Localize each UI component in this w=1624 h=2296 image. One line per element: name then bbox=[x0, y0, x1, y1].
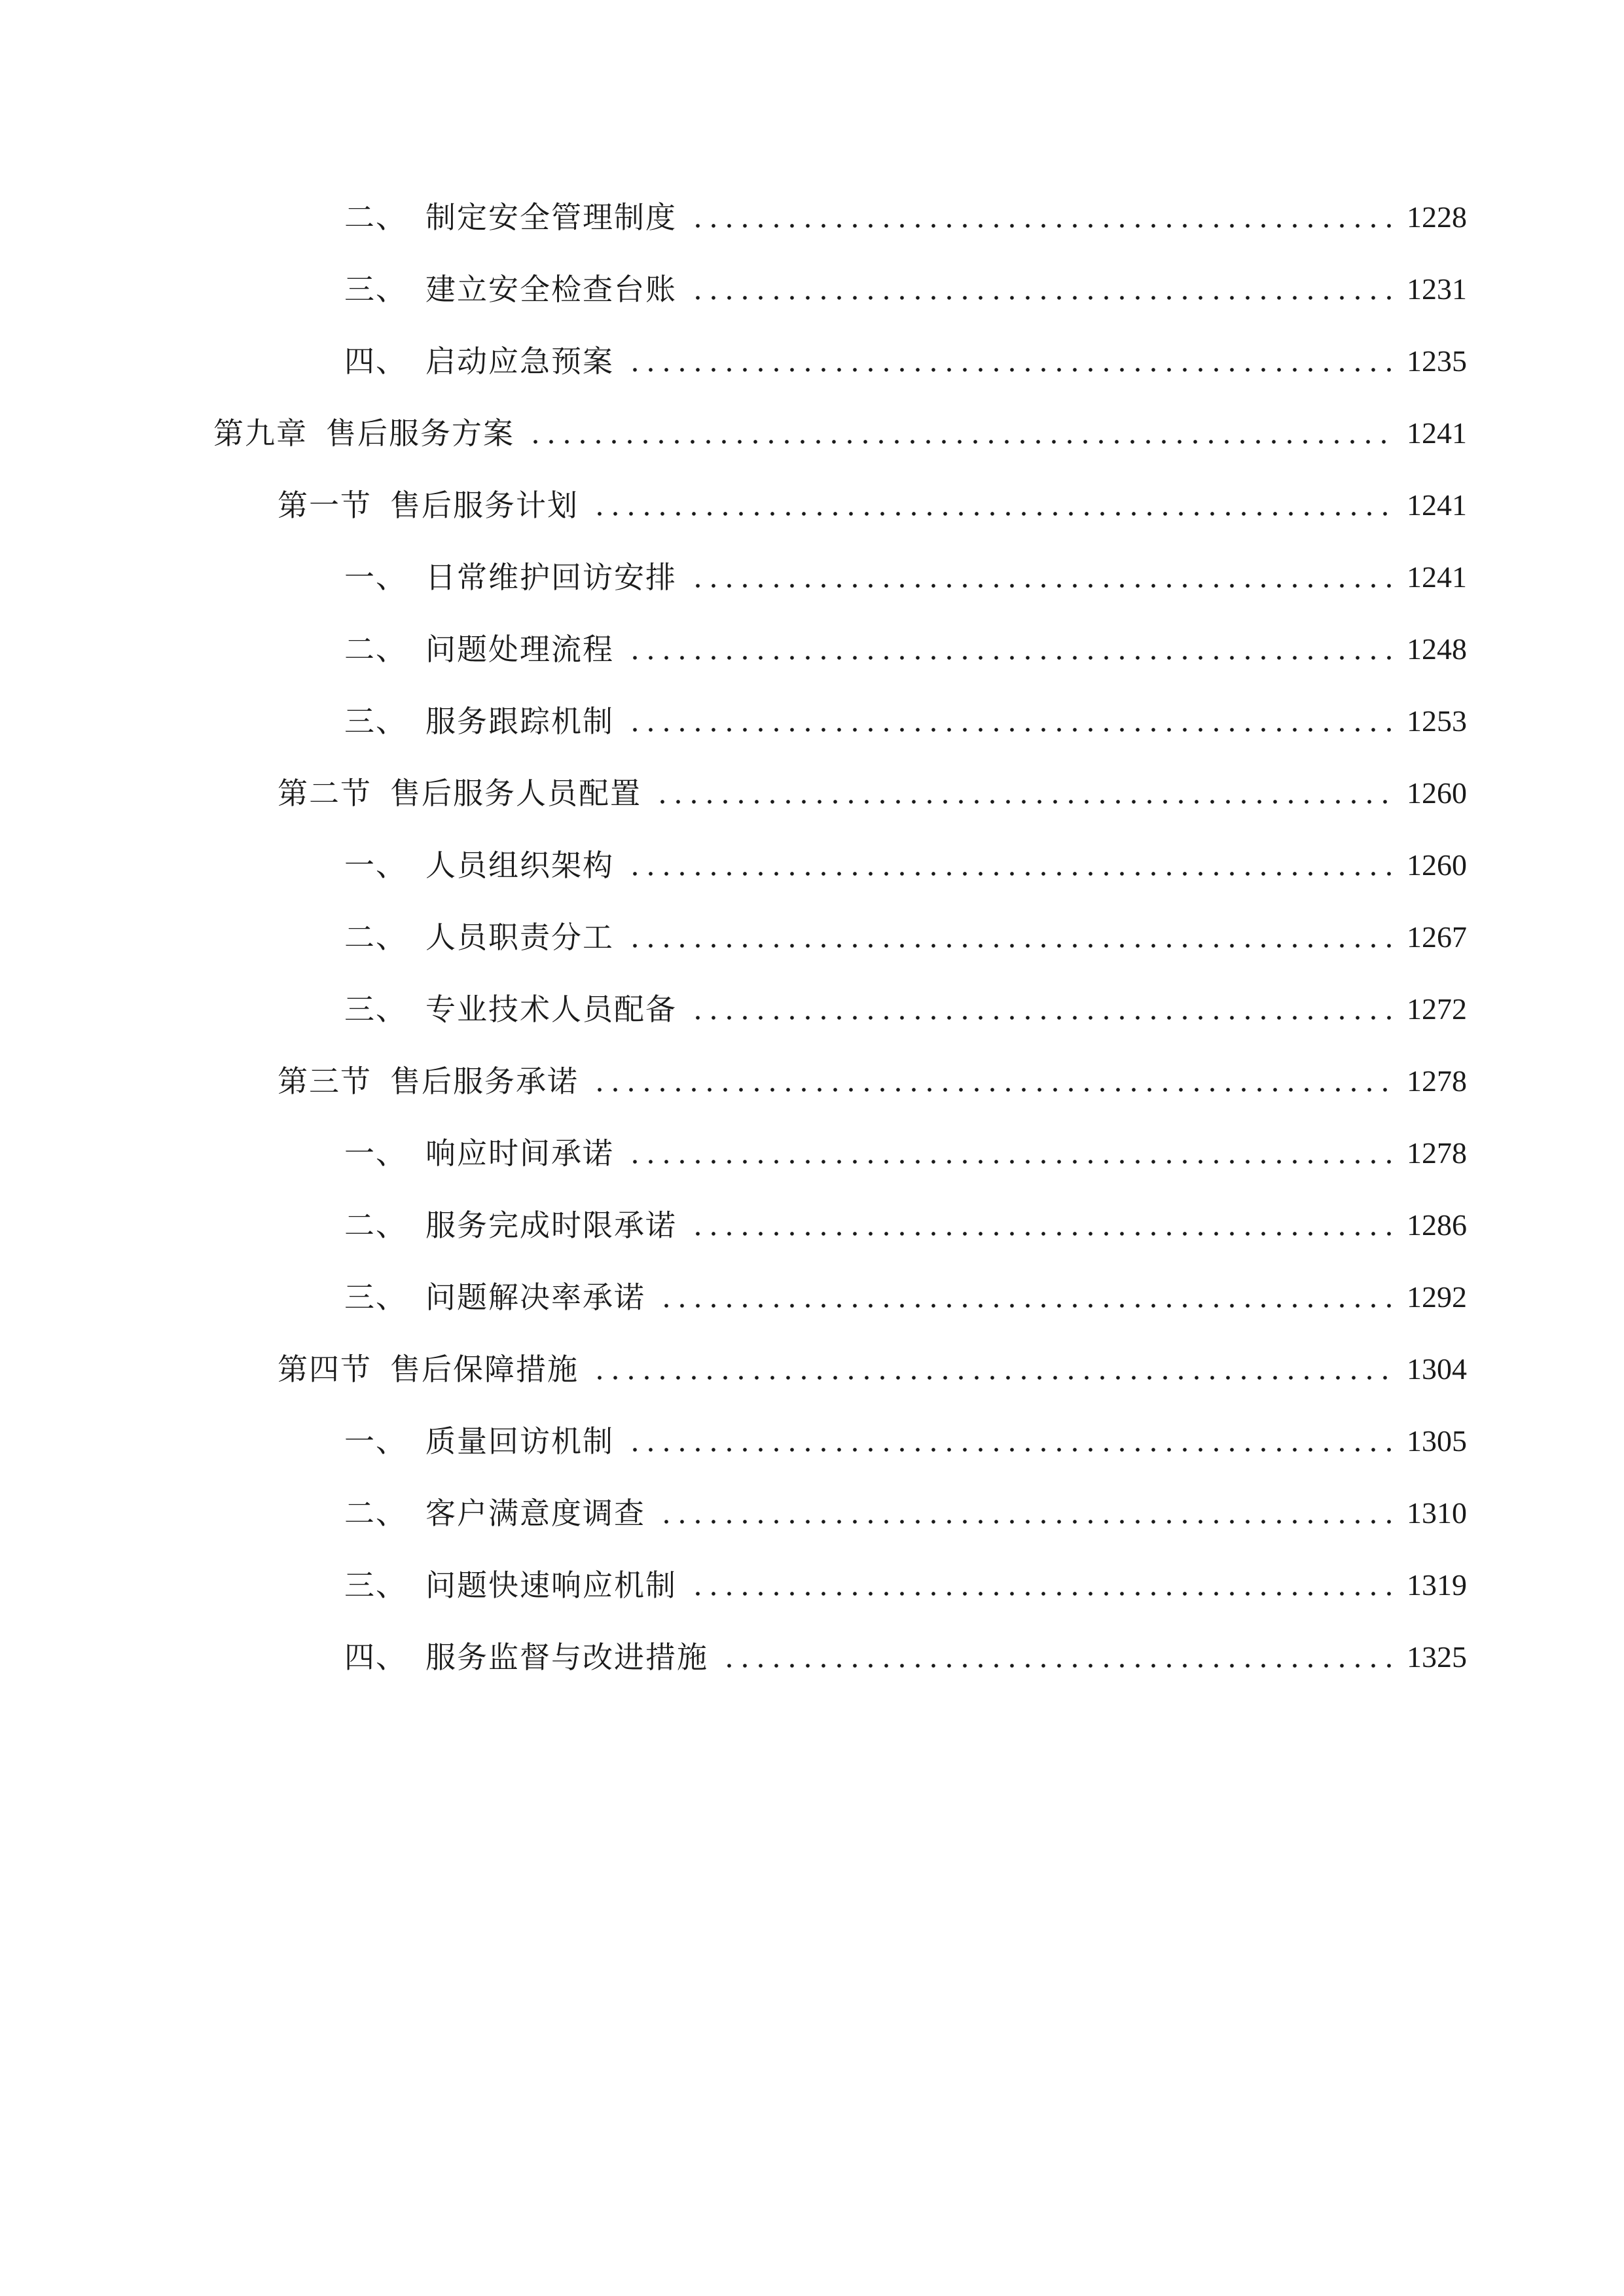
entry-page-number: 1305 bbox=[1407, 1424, 1467, 1458]
entry-label bbox=[344, 1487, 645, 1539]
dot-leader bbox=[686, 1559, 1391, 1611]
toc-entry[interactable] bbox=[344, 623, 1467, 675]
dot-leader bbox=[686, 263, 1391, 315]
toc-entry[interactable] bbox=[344, 1199, 1467, 1251]
entry-page-number: 1260 bbox=[1407, 776, 1467, 810]
entry-page-number: 1248 bbox=[1407, 632, 1467, 666]
entry-number: 三、 bbox=[344, 272, 407, 307]
entry-number: 二、 bbox=[344, 200, 407, 235]
toc-entry-section[interactable] bbox=[278, 1055, 1467, 1107]
entry-label bbox=[344, 623, 614, 675]
toc-entry[interactable] bbox=[344, 1559, 1467, 1611]
dot-leader bbox=[588, 479, 1391, 531]
entry-number: 第三节 bbox=[278, 1064, 372, 1099]
entry-label bbox=[344, 1415, 614, 1467]
dot-leader bbox=[717, 1631, 1391, 1683]
dot-leader bbox=[623, 623, 1391, 675]
entry-label bbox=[213, 407, 514, 459]
entry-title: 问题处理流程 bbox=[425, 632, 614, 667]
dot-leader bbox=[655, 1487, 1391, 1539]
entry-page-number: 1231 bbox=[1407, 272, 1467, 306]
entry-page-number: 1278 bbox=[1407, 1064, 1467, 1098]
entry-label bbox=[278, 1343, 579, 1395]
toc-entry[interactable] bbox=[344, 263, 1467, 315]
entry-page-number: 1292 bbox=[1407, 1280, 1467, 1314]
entry-label bbox=[344, 983, 677, 1035]
entry-page-number: 1319 bbox=[1407, 1568, 1467, 1602]
entry-page-number: 1253 bbox=[1407, 704, 1467, 738]
dot-leader bbox=[623, 335, 1391, 387]
toc-entry[interactable] bbox=[344, 1127, 1467, 1179]
toc-entry[interactable] bbox=[344, 839, 1467, 891]
entry-label bbox=[344, 1127, 614, 1179]
dot-leader bbox=[524, 407, 1391, 459]
entry-label bbox=[344, 839, 614, 891]
entry-title: 人员组织架构 bbox=[425, 848, 614, 883]
entry-page-number: 1304 bbox=[1407, 1352, 1467, 1386]
entry-page-number: 1228 bbox=[1407, 200, 1467, 234]
entry-page-number: 1241 bbox=[1407, 416, 1467, 450]
entry-title: 启动应急预案 bbox=[425, 344, 614, 379]
entry-page-number: 1272 bbox=[1407, 992, 1467, 1026]
dot-leader bbox=[686, 191, 1391, 243]
entry-title: 售后服务计划 bbox=[390, 488, 579, 523]
entry-number: 四、 bbox=[344, 344, 407, 379]
entry-title: 服务跟踪机制 bbox=[425, 704, 614, 739]
entry-number: 第一节 bbox=[278, 488, 372, 523]
entry-number: 三、 bbox=[344, 1568, 407, 1603]
dot-leader bbox=[651, 767, 1391, 819]
dot-leader bbox=[623, 911, 1391, 963]
entry-title: 日常维护回访安排 bbox=[425, 560, 677, 595]
entry-title: 售后服务方案 bbox=[326, 416, 514, 451]
entry-label bbox=[278, 767, 641, 819]
toc-entry[interactable] bbox=[344, 911, 1467, 963]
entry-number: 第二节 bbox=[278, 776, 372, 811]
entry-page-number: 1325 bbox=[1407, 1640, 1467, 1674]
toc-entry[interactable] bbox=[344, 695, 1467, 747]
entry-title: 问题快速响应机制 bbox=[425, 1568, 677, 1603]
dot-leader bbox=[623, 695, 1391, 747]
entry-number: 第四节 bbox=[278, 1352, 372, 1387]
entry-number: 二、 bbox=[344, 632, 407, 667]
entry-page-number: 1241 bbox=[1407, 488, 1467, 522]
dot-leader bbox=[655, 1271, 1391, 1323]
toc-entry[interactable] bbox=[344, 191, 1467, 243]
toc-entry[interactable] bbox=[344, 1487, 1467, 1539]
toc-entry[interactable] bbox=[344, 1271, 1467, 1323]
entry-title: 售后保障措施 bbox=[390, 1352, 579, 1387]
entry-label bbox=[344, 1271, 645, 1323]
entry-number: 三、 bbox=[344, 704, 407, 739]
entry-title: 专业技术人员配备 bbox=[425, 992, 677, 1027]
entry-page-number: 1235 bbox=[1407, 344, 1467, 378]
entry-number: 一、 bbox=[344, 848, 407, 883]
dot-leader bbox=[686, 983, 1391, 1035]
entry-title: 响应时间承诺 bbox=[425, 1136, 614, 1171]
entry-number: 一、 bbox=[344, 560, 407, 595]
entry-title: 质量回访机制 bbox=[425, 1424, 614, 1459]
entry-page-number: 1286 bbox=[1407, 1208, 1467, 1242]
entry-title: 人员职责分工 bbox=[425, 920, 614, 955]
toc-entry-section[interactable] bbox=[278, 479, 1467, 531]
entry-number: 二、 bbox=[344, 920, 407, 955]
entry-label bbox=[344, 911, 614, 963]
entry-title: 问题解决率承诺 bbox=[425, 1280, 645, 1315]
entry-title: 售后服务承诺 bbox=[390, 1064, 579, 1099]
entry-number: 四、 bbox=[344, 1640, 407, 1675]
entry-title: 服务完成时限承诺 bbox=[425, 1208, 677, 1243]
toc-entry[interactable] bbox=[344, 335, 1467, 387]
entry-label bbox=[344, 1631, 708, 1683]
toc-entry[interactable] bbox=[344, 1415, 1467, 1467]
dot-leader bbox=[623, 1415, 1391, 1467]
entry-title: 建立安全检查台账 bbox=[425, 272, 677, 307]
entry-label bbox=[278, 1055, 579, 1107]
entry-title: 服务监督与改进措施 bbox=[425, 1640, 708, 1675]
toc-entry-section[interactable] bbox=[278, 767, 1467, 819]
entry-page-number: 1267 bbox=[1407, 920, 1467, 954]
entry-number: 三、 bbox=[344, 992, 407, 1027]
entry-number: 一、 bbox=[344, 1136, 407, 1171]
entry-title: 售后服务人员配置 bbox=[390, 776, 641, 811]
toc-entry[interactable] bbox=[344, 1631, 1467, 1683]
dot-leader bbox=[686, 1199, 1391, 1251]
toc-entry-section[interactable] bbox=[278, 1343, 1467, 1395]
entry-label bbox=[278, 479, 579, 531]
toc-entry[interactable] bbox=[344, 983, 1467, 1035]
entry-label bbox=[344, 1199, 677, 1251]
dot-leader bbox=[588, 1055, 1391, 1107]
entry-page-number: 1278 bbox=[1407, 1136, 1467, 1170]
entry-number: 三、 bbox=[344, 1280, 407, 1315]
entry-label bbox=[344, 191, 677, 243]
dot-leader bbox=[588, 1343, 1391, 1395]
entry-number: 一、 bbox=[344, 1424, 407, 1459]
entry-label bbox=[344, 695, 614, 747]
entry-page-number: 1310 bbox=[1407, 1496, 1467, 1530]
entry-page-number: 1241 bbox=[1407, 560, 1467, 594]
toc-entry-chapter[interactable] bbox=[213, 407, 1467, 459]
entry-number: 二、 bbox=[344, 1496, 407, 1531]
entry-label bbox=[344, 551, 677, 603]
dot-leader bbox=[623, 839, 1391, 891]
toc-entry[interactable] bbox=[344, 551, 1467, 603]
dot-leader bbox=[686, 551, 1391, 603]
entry-label bbox=[344, 1559, 677, 1611]
entry-page-number: 1260 bbox=[1407, 848, 1467, 882]
entry-number: 第九章 bbox=[213, 416, 308, 451]
entry-title: 客户满意度调查 bbox=[425, 1496, 645, 1531]
entry-title: 制定安全管理制度 bbox=[425, 200, 677, 235]
entry-label bbox=[344, 335, 614, 387]
entry-number: 二、 bbox=[344, 1208, 407, 1243]
entry-label bbox=[344, 263, 677, 315]
dot-leader bbox=[623, 1127, 1391, 1179]
